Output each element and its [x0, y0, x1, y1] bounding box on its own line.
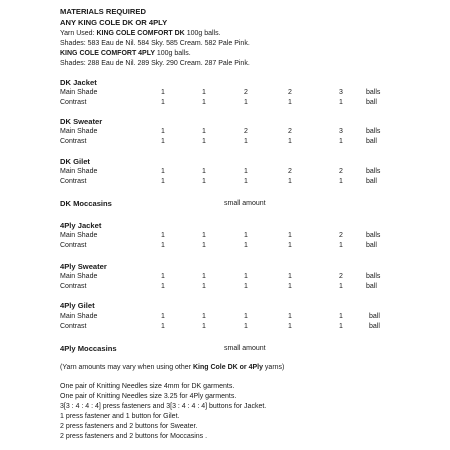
yarn-4ply-suffix: 100g balls.	[156, 50, 191, 57]
section-title: DK Moccasins	[60, 199, 112, 208]
row-value: 2	[339, 168, 343, 175]
row-unit: balls	[366, 89, 381, 96]
yarn-prefix: Yarn Used:	[60, 30, 95, 37]
note-line: 1 press fastener and 1 button for Gilet.	[60, 413, 180, 420]
row-label: Contrast	[60, 283, 87, 290]
row-value: 2	[288, 128, 292, 135]
row-value: 2	[339, 273, 343, 280]
row-value: 1	[202, 283, 206, 290]
row-value: 1	[161, 313, 165, 320]
row-value: 1	[288, 138, 292, 145]
row-value: 1	[244, 232, 248, 239]
row-value: 1	[339, 99, 343, 106]
row-label: Main Shade	[60, 89, 98, 96]
row-value: 1	[161, 273, 165, 280]
row-value: 1	[339, 138, 343, 145]
row-value: 1	[288, 178, 292, 185]
row-value: 1	[202, 89, 206, 96]
note-line: 3[3 : 4 : 4 : 4] press fasteners and 3[3 : 4 : 4 : 4] buttons for Jacket.	[60, 403, 267, 410]
row-label: Main Shade	[60, 313, 98, 320]
row-value: 1	[202, 128, 206, 135]
row-label: Main Shade	[60, 168, 98, 175]
note-line: One pair of Knitting Needles size 4mm for DK garments.	[60, 383, 235, 390]
row-label: Contrast	[60, 242, 87, 249]
row-value: 1	[288, 273, 292, 280]
section-title: DK Jacket	[60, 78, 97, 87]
row-label: Main Shade	[60, 232, 98, 239]
row-value: 1	[161, 89, 165, 96]
row-value: 1	[161, 323, 165, 330]
row-value: 1	[244, 99, 248, 106]
row-value: 1	[339, 178, 343, 185]
row-unit: ball	[366, 283, 377, 290]
row-value: 1	[244, 313, 248, 320]
row-unit: balls	[366, 128, 381, 135]
row-unit: balls	[366, 232, 381, 239]
shades-dk: Shades: 583 Eau de Nil. 584 Sky. 585 Cream. 582 Pale Pink.	[60, 40, 250, 47]
row-unit: ball	[369, 313, 380, 320]
row-value: 1	[288, 232, 292, 239]
yarn-dk-line	[60, 30, 221, 38]
row-value: 1	[244, 283, 248, 290]
section-title: 4Ply Sweater	[60, 262, 107, 271]
amount-text: small amount	[224, 345, 266, 352]
row-value: 1	[202, 168, 206, 175]
row-value: 2	[288, 89, 292, 96]
row-label: Main Shade	[60, 128, 98, 135]
row-value: 1	[288, 99, 292, 106]
row-value: 1	[244, 168, 248, 175]
row-value: 1	[288, 283, 292, 290]
row-value: 1	[288, 242, 292, 249]
row-value: 1	[161, 178, 165, 185]
row-value: 3	[339, 128, 343, 135]
row-value: 2	[288, 168, 292, 175]
row-label: Contrast	[60, 178, 87, 185]
page-title: MATERIALS REQUIRED	[60, 7, 146, 16]
yarn-note	[60, 364, 284, 372]
row-value: 1	[161, 138, 165, 145]
row-value: 1	[202, 313, 206, 320]
row-value: 1	[244, 178, 248, 185]
row-value: 1	[244, 138, 248, 145]
row-value: 1	[339, 323, 343, 330]
row-value: 1	[339, 313, 343, 320]
yarn-4ply-name: KING COLE COMFORT 4PLY	[60, 50, 155, 57]
yarn-4ply-line	[60, 50, 191, 58]
row-value: 1	[244, 323, 248, 330]
section-title: 4Ply Gilet	[60, 301, 95, 310]
row-unit: ball	[366, 242, 377, 249]
section-title: 4Ply Jacket	[60, 221, 102, 230]
row-unit: ball	[366, 99, 377, 106]
section-title: DK Gilet	[60, 157, 90, 166]
row-value: 1	[161, 242, 165, 249]
row-value: 1	[202, 138, 206, 145]
note-line: One pair of Knitting Needles size 3.25 for 4Ply garments.	[60, 393, 237, 400]
shades-4ply: Shades: 288 Eau de Nil. 289 Sky. 290 Cream. 287 Pale Pink.	[60, 60, 250, 67]
amount-text: small amount	[224, 200, 266, 207]
row-value: 1	[202, 323, 206, 330]
row-unit: ball	[369, 323, 380, 330]
row-value: 2	[339, 232, 343, 239]
section-title: DK Sweater	[60, 117, 103, 126]
row-value: 2	[244, 89, 248, 96]
row-value: 1	[244, 273, 248, 280]
row-unit: ball	[366, 178, 377, 185]
yarn-dk-suffix: 100g balls.	[186, 30, 221, 37]
row-value: 1	[161, 128, 165, 135]
yarn-note-pre: (Yarn amounts may vary when using other	[60, 364, 191, 371]
row-value: 1	[202, 232, 206, 239]
row-unit: balls	[366, 168, 381, 175]
yarn-note-bold: King Cole DK or 4Ply	[192, 364, 263, 371]
page-subtitle: ANY KING COLE DK OR 4PLY	[60, 18, 168, 27]
row-value: 1	[244, 242, 248, 249]
row-value: 1	[161, 283, 165, 290]
row-label: Contrast	[60, 99, 87, 106]
row-value: 1	[288, 323, 292, 330]
yarn-note-post: yarns)	[264, 364, 285, 371]
row-value: 1	[339, 242, 343, 249]
row-unit: ball	[366, 138, 377, 145]
section-title: 4Ply Moccasins	[60, 344, 117, 353]
row-unit: balls	[366, 273, 381, 280]
row-value: 1	[161, 168, 165, 175]
row-value: 1	[202, 273, 206, 280]
row-value: 3	[339, 89, 343, 96]
row-value: 2	[244, 128, 248, 135]
row-label: Main Shade	[60, 273, 98, 280]
yarn-dk-name: KING COLE COMFORT DK	[96, 30, 185, 37]
row-value: 1	[161, 232, 165, 239]
note-line: 2 press fasteners and 2 buttons for Sweater.	[60, 423, 198, 430]
row-value: 1	[202, 99, 206, 106]
row-value: 1	[202, 178, 206, 185]
note-line: 2 press fasteners and 2 buttons for Moccasins .	[60, 433, 208, 440]
row-label: Contrast	[60, 323, 87, 330]
row-value: 1	[288, 313, 292, 320]
row-value: 1	[339, 283, 343, 290]
row-value: 1	[161, 99, 165, 106]
row-label: Contrast	[60, 138, 87, 145]
row-value: 1	[202, 242, 206, 249]
